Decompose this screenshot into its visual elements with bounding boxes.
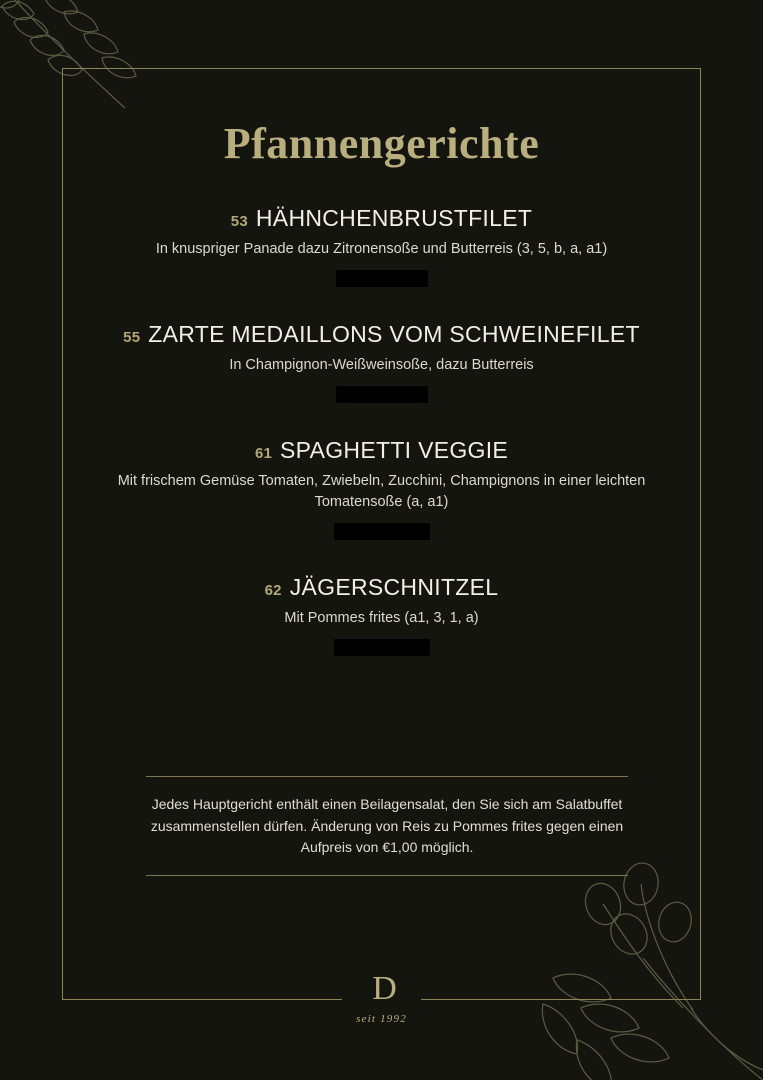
menu-item-description: In Champignon-Weißweinsoße, dazu Butterreis [229, 357, 534, 374]
menu-item-name: HÄHNCHENBRUSTFILET [255, 205, 533, 231]
page-title: Pfannengerichte [223, 119, 540, 168]
menu-item [96, 437, 667, 540]
menu-item [96, 321, 667, 403]
menu-item-price-redacted [334, 639, 430, 656]
menu-item-name: ZARTE MEDAILLONS VOM SCHWEINEFILET [148, 321, 640, 348]
divider-bottom [146, 875, 628, 876]
menu-item-number: 53 [230, 213, 248, 230]
menu-item-name: SPAGHETTI VEGGIE [280, 437, 509, 464]
menu-item-number: 61 [254, 445, 273, 463]
menu-item-description: Mit frischem Gemüse Tomaten, Zwiebeln, Zucchini, Champignons in einer leichten Tomatensoße (a, a1) [117, 473, 646, 511]
menu-item-price-redacted [336, 386, 428, 403]
frame-border-top [62, 68, 701, 69]
menu-item-number: 62 [264, 582, 282, 600]
footnote-block [146, 776, 628, 876]
menu-item [96, 205, 667, 287]
logo-subtitle: seit 1992 [356, 1013, 407, 1025]
menu-item-price-redacted [334, 523, 430, 540]
olive-branch-berries-icon [533, 858, 763, 1080]
menu-item-name: JÄGERSCHNITZEL [289, 574, 499, 601]
menu-item [96, 574, 667, 656]
menu-list [96, 205, 667, 690]
menu-item-number: 55 [123, 329, 141, 347]
logo-monogram: D [372, 970, 391, 1007]
frame-border-right [700, 68, 701, 999]
menu-item-heading [96, 205, 667, 232]
restaurant-logo [0, 972, 763, 1025]
menu-item-heading [96, 574, 667, 601]
menu-item-heading [96, 437, 667, 464]
menu-item-description: Mit Pommes frites (a1, 3, 1, a) [284, 610, 479, 627]
menu-item-price-redacted [336, 270, 428, 287]
menu-item-description: In knuspriger Panade dazu Zitronensoße und Butterreis (3, 5, b, a, a1) [155, 241, 608, 257]
footnote-text: Jedes Hauptgericht enthält einen Beilagensalat, den Sie sich am Salatbuffet zusammenstellen dürfen. Änderung von Reis zu Pommes frites gegen einen Aufpreis von €1,00 möglich. [150, 796, 624, 856]
frame-border-left [62, 68, 63, 999]
menu-item-heading [96, 321, 667, 348]
